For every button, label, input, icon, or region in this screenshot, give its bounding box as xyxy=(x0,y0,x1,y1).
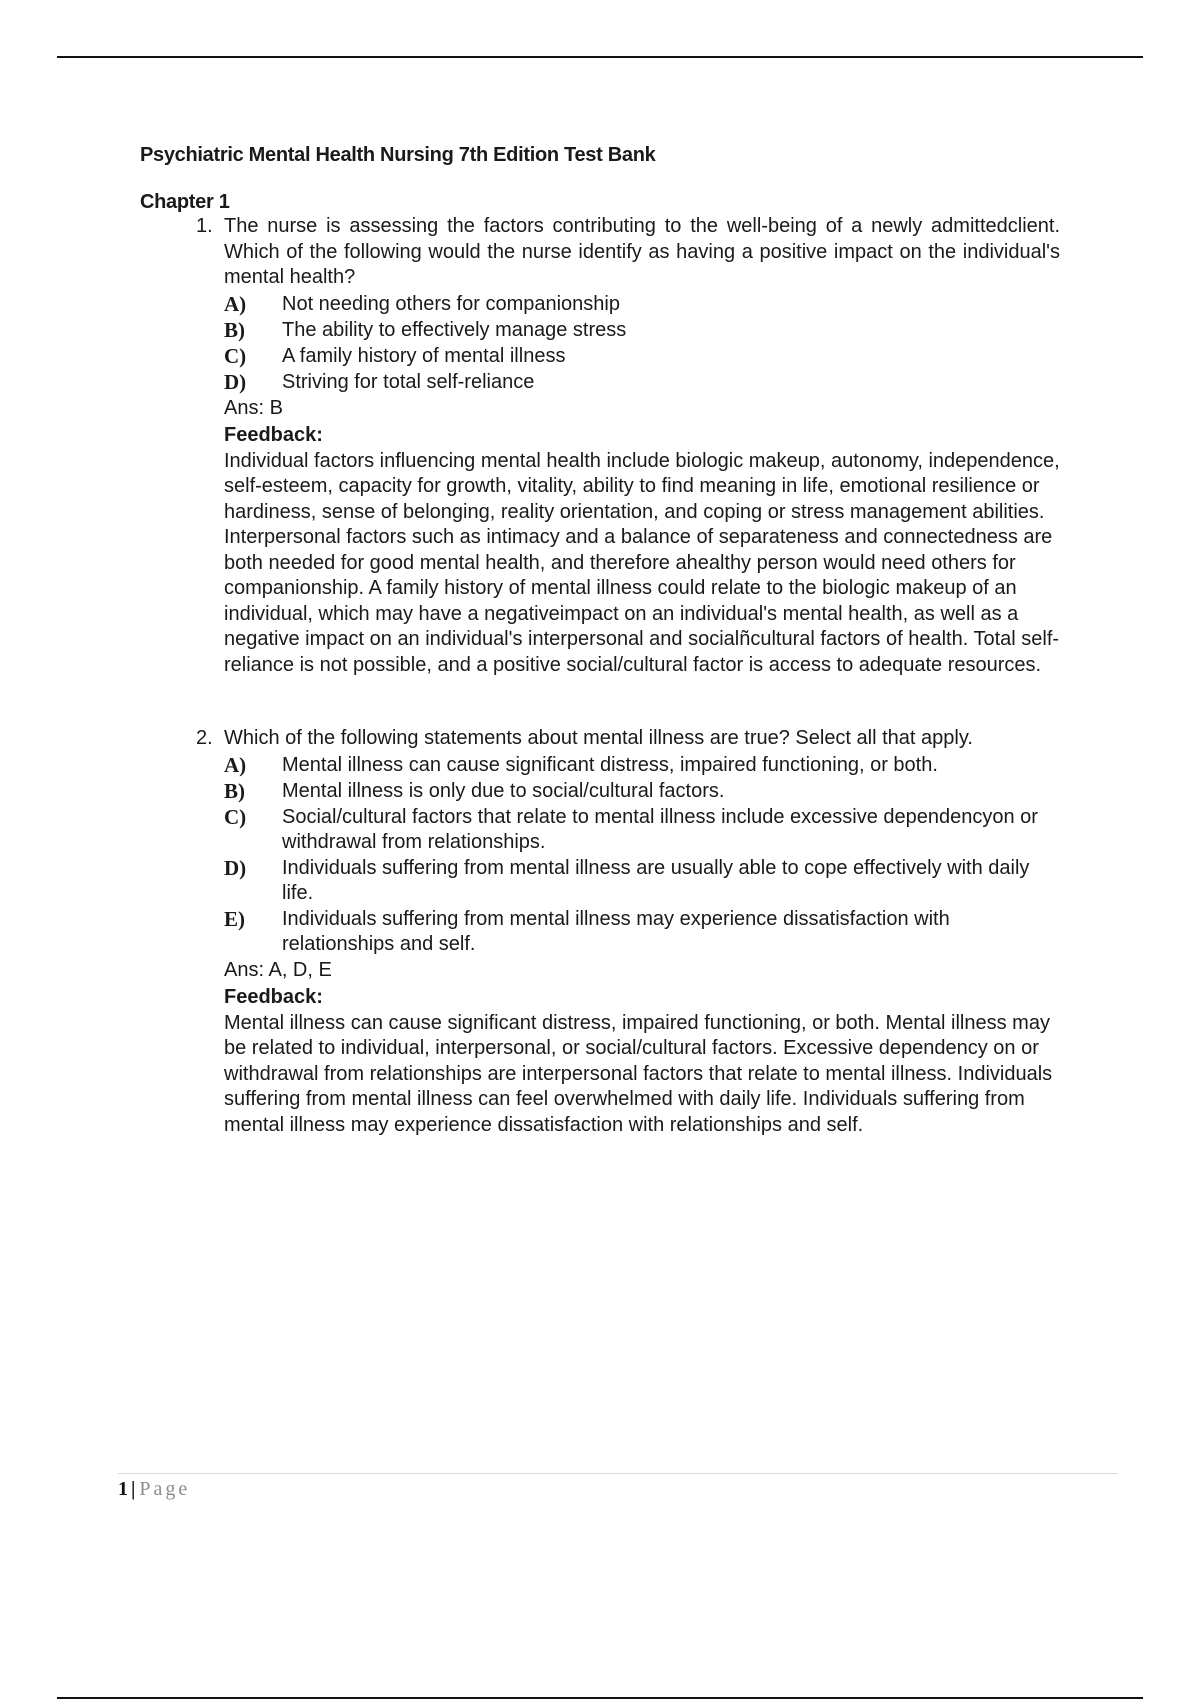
feedback-label: Feedback: xyxy=(224,986,323,1008)
question-number: 2. xyxy=(196,727,213,749)
page-content xyxy=(140,144,1080,1138)
question-text: The nurse is assessing the factors contributing to the well-being of a newly admittedclient. Which of the following would the nurse identify as having a positive impact on the individual's mental health? xyxy=(224,215,1060,288)
option-text: Social/cultural factors that relate to mental illness include excessive dependencyon or withdrawal from relationships. xyxy=(282,805,1038,853)
answer-options xyxy=(224,753,1060,957)
option-b xyxy=(224,779,1060,804)
option-b xyxy=(224,318,1060,343)
question-2 xyxy=(196,726,1060,1138)
answer-options xyxy=(224,292,1060,395)
option-letter: B) xyxy=(224,317,245,342)
option-e xyxy=(224,907,1060,957)
page-number: 1 xyxy=(118,1478,128,1500)
option-letter: A) xyxy=(224,291,247,316)
option-letter: A) xyxy=(224,752,247,777)
option-letter: D) xyxy=(224,855,247,880)
feedback-text: Mental illness can cause significant distress, impaired functioning, or both. Mental illness may be related to individual, interpersonal, or social/cultural factors. Excessive dependency on or withdrawal from relationships are interpersonal factors that relate to mental illness. Individuals suffering from mental illness can feel overwhelmed with daily life. Individuals suffering from mental illness may experience dissatisfaction with relationships and self. xyxy=(224,1011,1053,1136)
option-c xyxy=(224,344,1060,369)
option-text: Not needing others for companionship xyxy=(282,292,620,315)
option-letter: C) xyxy=(224,804,247,829)
option-letter: D) xyxy=(224,369,247,394)
feedback-text: Individual factors influencing mental health include biologic makeup, autonomy, independence, self-esteem, capacity for growth, vitality, ability to find meaning in life, emotional resilience or hardiness, sense of belonging, reality orientation, and coping or stress management abilities. Interpersonal factors such as intimacy and a balance of separateness and connectedness are both needed for good mental health, and therefore ahealthy person would need others for companionship. A family history of mental illness could relate to the biologic makeup of an individual, which may have a negativeimpact on an individual's mental health, as well as a negative impact on an individual's interpersonal and socialñcultural factors of health. Total self-reliance is not possible, and a positive social/cultural factor is access to adequate resources. xyxy=(224,449,1060,676)
page-label: Page xyxy=(139,1478,191,1500)
option-letter: C) xyxy=(224,343,247,368)
option-text: Mental illness is only due to social/cultural factors. xyxy=(282,779,725,802)
bottom-rule xyxy=(57,1697,1143,1699)
option-c xyxy=(224,805,1060,855)
option-d xyxy=(224,370,1060,395)
top-rule xyxy=(57,56,1143,58)
option-text: Striving for total self-reliance xyxy=(282,370,535,393)
answer-key: Ans: B xyxy=(224,396,283,419)
option-letter: B) xyxy=(224,778,245,803)
option-d xyxy=(224,856,1060,906)
footer-divider xyxy=(118,1473,1118,1474)
question-number: 1. xyxy=(196,215,213,237)
footer-separator: | xyxy=(131,1478,136,1500)
answer-key: Ans: A, D, E xyxy=(224,958,332,981)
document-title: Psychiatric Mental Health Nursing 7th Edition Test Bank xyxy=(140,144,656,166)
option-text: A family history of mental illness xyxy=(282,344,566,367)
page-footer xyxy=(118,1478,190,1501)
question-1 xyxy=(196,214,1060,678)
option-text: The ability to effectively manage stress xyxy=(282,318,627,341)
option-text: Individuals suffering from mental illness may experience dissatisfaction with relationships and self. xyxy=(282,907,950,955)
option-a xyxy=(224,753,1060,778)
question-text: Which of the following statements about mental illness are true? Select all that apply. xyxy=(224,727,973,749)
option-text: Individuals suffering from mental illness are usually able to cope effectively with daily life. xyxy=(282,856,1030,904)
chapter-heading: Chapter 1 xyxy=(140,191,230,213)
option-a xyxy=(224,292,1060,317)
feedback-label: Feedback: xyxy=(224,424,323,446)
option-letter: E) xyxy=(224,906,245,931)
option-text: Mental illness can cause significant distress, impaired functioning, or both. xyxy=(282,753,938,776)
